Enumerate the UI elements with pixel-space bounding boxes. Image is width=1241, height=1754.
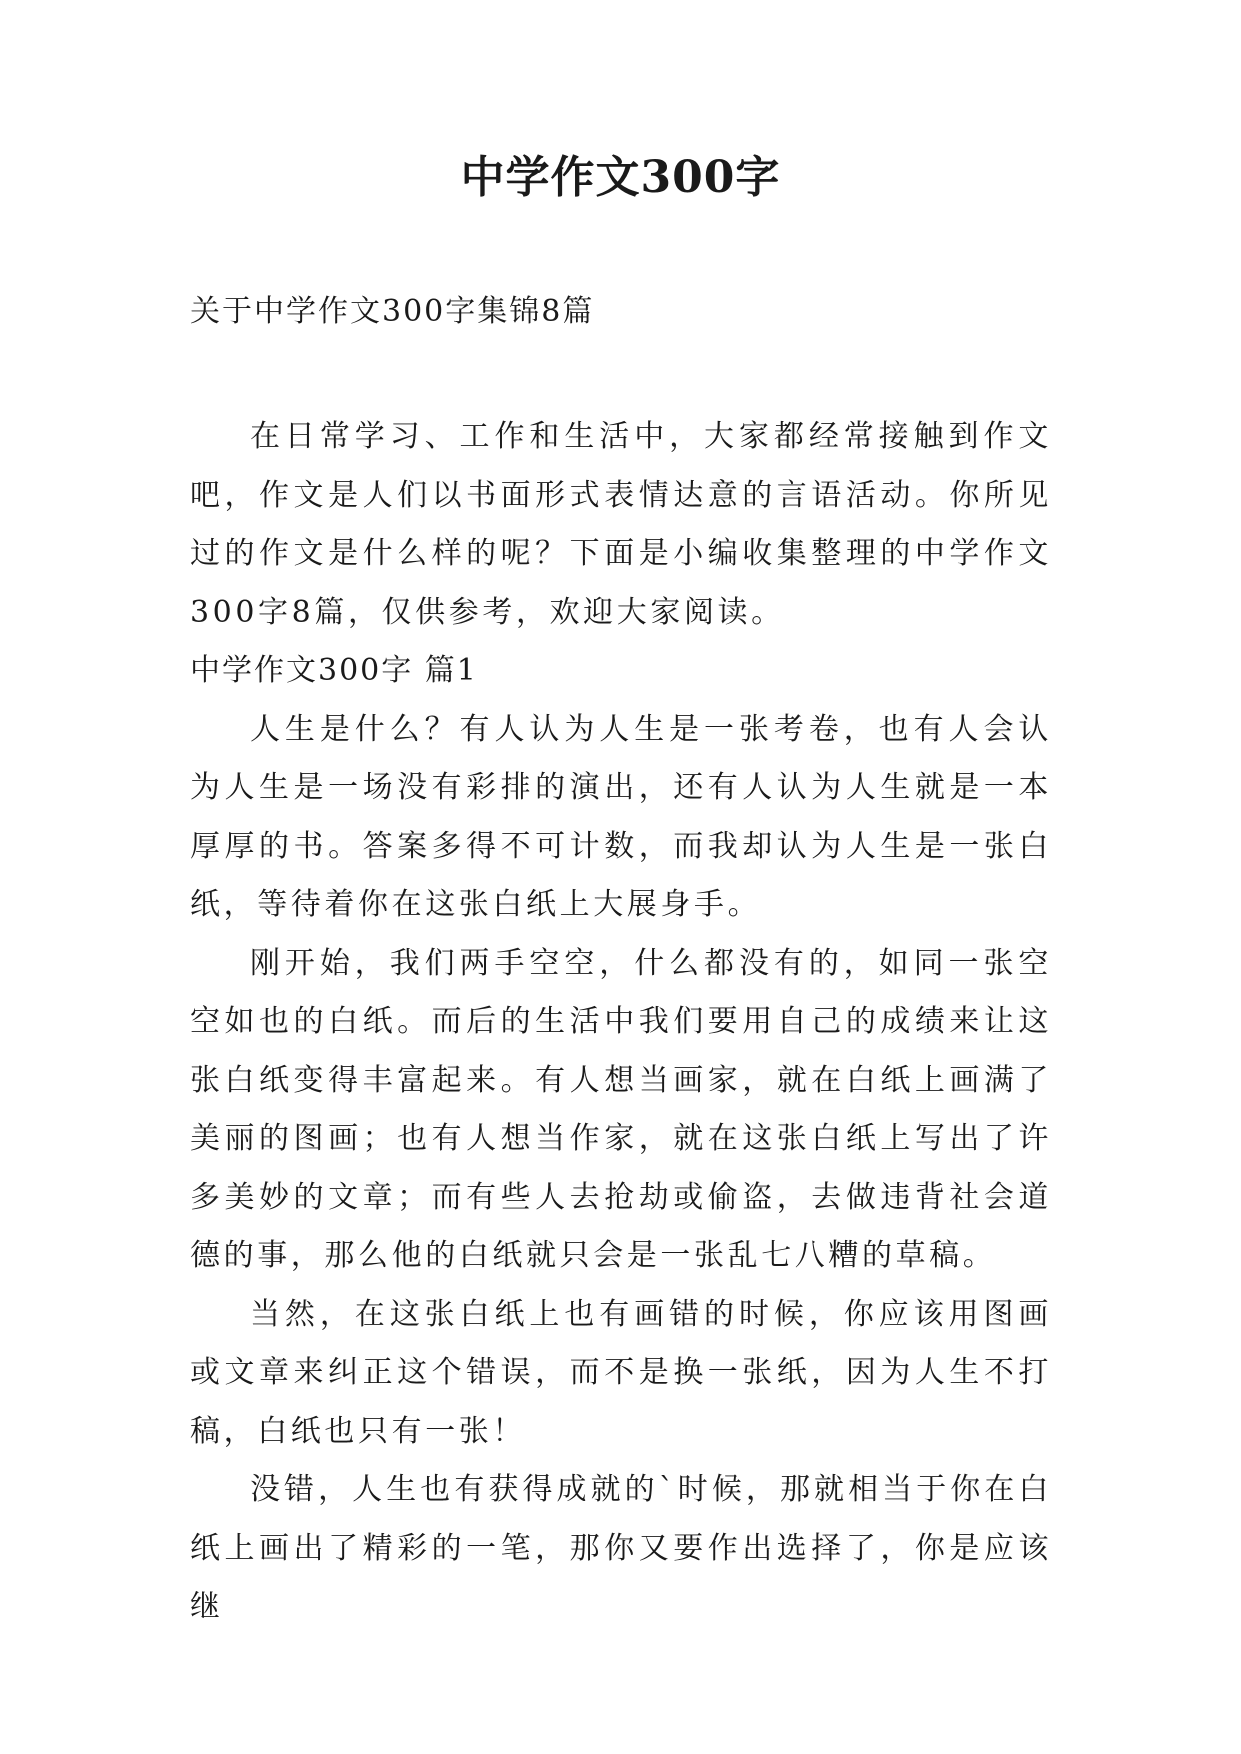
section-heading: 中学作文300字 篇1	[190, 653, 478, 688]
document-subtitle: 关于中学作文300字集锦8篇	[190, 294, 595, 329]
body-paragraph-4: 没错，人生也有获得成就的`时候，那就相当于你在白纸上画出了精彩的一笔，那你又要作出选择了，你是应该继	[190, 1472, 1052, 1624]
body-paragraph-3: 当然，在这张白纸上也有画错的时候，你应该用图画或文章来纠正这个错误，而不是换一张纸，因为人生不打稿，白纸也只有一张！	[190, 1296, 1052, 1449]
intro-paragraph: 在日常学习、工作和生活中，大家都经常接触到作文吧，作文是人们以书面形式表情达意的言语活动。你所见过的作文是什么样的呢？下面是小编收集整理的中学作文300字8篇，仅供参考，欢迎大家阅读。	[190, 419, 1052, 630]
body-paragraph-1: 人生是什么？有人认为人生是一张考卷，也有人会认为人生是一场没有彩排的演出，还有人认为人生就是一本厚厚的书。答案多得不可计数，而我却认为人生是一张白纸，等待着你在这张白纸上大展身手。	[190, 711, 1052, 922]
document-body	[190, 408, 1052, 1637]
body-paragraph-2: 刚开始，我们两手空空，什么都没有的，如同一张空空如也的白纸。而后的生活中我们要用自己的成绩来让这张白纸变得丰富起来。有人想当画家，就在白纸上画满了美丽的图画；也有人想当作家，就在这张白纸上写出了许多美妙的文章；而有些人去抢劫或偷盗，去做违背社会道德的事，那么他的白纸就只会是一张乱七八糟的草稿。	[190, 945, 1052, 1273]
document-title: 中学作文300字	[460, 152, 781, 203]
